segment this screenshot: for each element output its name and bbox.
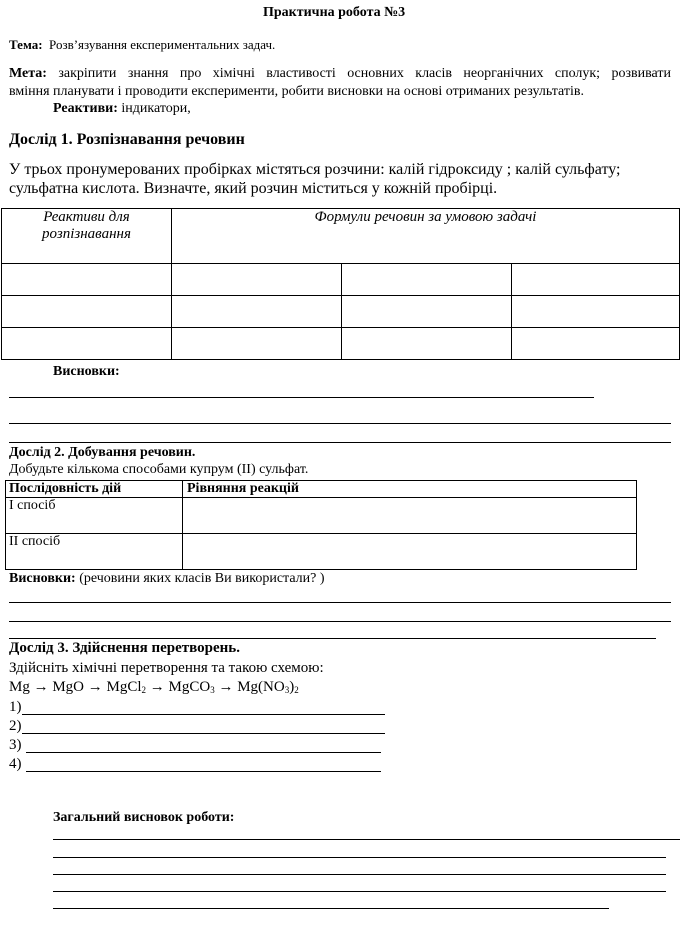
exp2-col2-header: Рівняння реакцій [183,481,637,498]
exp3-item-3: 3) [9,737,22,753]
table-cell[interactable] [512,328,680,360]
exp2-conclusions [9,571,325,587]
reagents-line [53,101,191,117]
answer-line[interactable] [53,839,680,840]
exp3-scheme [9,679,299,696]
table-cell[interactable] [342,328,512,360]
exp3-item-1: 1) [9,699,22,715]
formula-mgcl2 [107,679,147,695]
formula-mg: Mg [9,679,30,695]
topic-label: Тема: [9,37,43,52]
topic-text: Розв’язування експериментальних задач. [49,37,276,52]
table-cell[interactable] [512,264,680,296]
answer-line[interactable] [9,602,671,603]
formula-mgcl2-base: MgCl [106,679,142,695]
table-cell[interactable] [342,264,512,296]
exp2-conclusions-label: Висновки: [9,571,76,586]
answer-line[interactable] [53,874,666,875]
page-title: Практична робота №3 [263,5,406,20]
exp3-heading: Дослід 3. Здійснення перетворень. [9,640,240,656]
goal-label: Мета: [9,66,47,81]
formula-mgco3-sub: 3 [210,685,215,695]
exp1-conclusions-label: Висновки: [53,364,120,379]
answer-line[interactable] [9,397,594,398]
arrow-icon: → [218,679,234,695]
table-cell[interactable] [183,534,637,570]
table-cell[interactable] [172,264,342,296]
answer-line[interactable] [26,752,381,753]
table-cell[interactable] [2,296,172,328]
answer-line[interactable] [53,908,609,909]
table-cell[interactable] [172,328,342,360]
exp2-heading: Дослід 2. Добування речовин. [9,445,196,460]
formula-mgno32-sub2: 2 [294,685,299,695]
answer-line[interactable] [9,621,671,622]
exp3-task: Здійсніть хімічні перетворення та такою схемою: [9,660,324,676]
formula-mgno32 [237,679,299,695]
exp1-col2-header: Формули речовин за умовою задачі [172,209,680,264]
exp2-table [5,480,637,570]
formula-mgno32-base: Mg(NO [237,679,285,695]
table-cell[interactable] [2,328,172,360]
answer-line[interactable] [22,714,385,715]
table-cell[interactable] [512,296,680,328]
exp1-table [1,208,680,360]
answer-line[interactable] [9,442,671,443]
answer-line[interactable] [22,733,385,734]
goal-text-1: закріпити знання про хімічні властивості основних класів неорганічних сполук; розвивати [58,66,672,81]
arrow-icon: → [87,679,103,695]
exp3-item-4: 4) [9,756,22,772]
general-conclusion-label: Загальний висновок роботи: [53,810,235,825]
formula-mgco3-base: MgCO [168,679,211,695]
exp2-row1-label: I спосіб [6,498,183,534]
exp2-task: Добудьте кількома способами купрум (II) сульфат. [9,462,309,477]
answer-line[interactable] [9,638,656,639]
reagents-label: Реактиви: [53,101,118,116]
topic-line [9,37,275,53]
answer-line[interactable] [26,771,381,772]
exp1-heading: Дослід 1. Розпізнавання речовин [9,131,245,148]
answer-line[interactable] [9,423,671,424]
formula-mgo: MgO [52,679,85,695]
goal-text-2: вміння планувати і проводити експерименти, робити висновки на основі отриманих результатів. [9,84,584,99]
answer-line[interactable] [53,857,666,858]
exp1-col1-header [2,209,172,264]
formula-mgno32-close: ) [289,679,295,695]
table-cell[interactable] [183,498,637,534]
exp1-task-2: сульфатна кислота. Визначте, який розчин міститься у кожній пробірці. [9,180,498,197]
answer-line[interactable] [53,891,666,892]
exp3-item-2: 2) [9,718,22,734]
arrow-icon: → [149,679,165,695]
formula-mgno32-sub1: 3 [284,685,290,695]
exp2-conclusions-hint: (речовини яких класів Ви використали? ) [79,571,325,586]
exp1-col1-header-line1: Реактиви для [43,209,130,225]
goal-line1 [9,66,671,82]
exp1-task-1: У трьох пронумерованих пробірках містяться розчини: калій гідроксиду ; калій сульфату; [9,161,621,178]
exp2-row2-label: II спосіб [6,534,183,570]
formula-mgco3 [169,679,215,695]
exp1-col1-header-line2: розпізнавання [42,226,131,242]
table-cell[interactable] [2,264,172,296]
formula-mgcl2-sub: 2 [141,685,147,695]
table-cell[interactable] [172,296,342,328]
arrow-icon: → [33,679,49,695]
exp2-col1-header: Послідовність дій [6,481,183,498]
table-cell[interactable] [342,296,512,328]
reagents-text: індикатори, [121,101,191,116]
